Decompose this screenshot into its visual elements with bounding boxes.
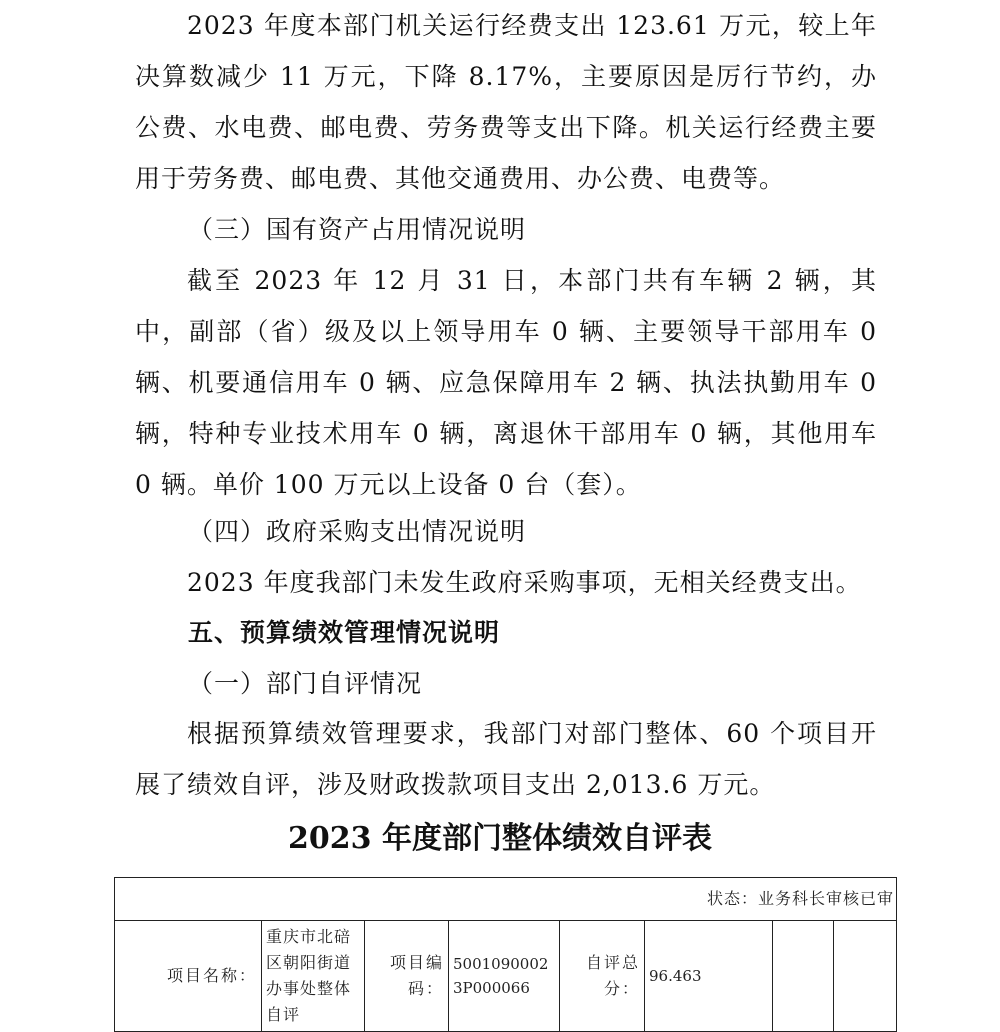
project-name-label: 项目名称： xyxy=(115,921,262,1032)
table-row-status xyxy=(115,878,897,921)
paragraph-procurement: 2023 年度我部门未发生政府采购事项，无相关经费支出。 xyxy=(187,568,862,597)
score-value: 96.463 xyxy=(645,921,773,1032)
heading-government-procurement: （四）政府采购支出情况说明 xyxy=(188,517,527,546)
heading-self-evaluation: （一）部门自评情况 xyxy=(188,669,423,698)
paragraph-operating-expenses: 2023 年度本部门机关运行经费支出 123.61 万元，较上年决算数减少 11 万元，下降 8.17%，主要原因是厉行节约，办公费、水电费、邮电费、劳务费等支出下降。机关运行经费主要用于劳务费、邮电费、其他交通费用、办公费、电费等。 xyxy=(135,11,877,193)
status-cell: 状态：业务科长审核已审 xyxy=(115,878,897,921)
score-label: 自评总分： xyxy=(560,921,645,1032)
evaluation-table-container xyxy=(114,877,896,1032)
empty-cell xyxy=(773,921,834,1032)
heading-performance-management: 五、预算绩效管理情况说明 xyxy=(188,618,501,647)
table-title: 2023 年度部门整体绩效自评表 xyxy=(288,821,712,856)
paragraph-vehicles: 截至 2023 年 12 月 31 日，本部门共有车辆 2 辆，其中，副部（省）级及以上领导用车 0 辆、主要领导干部用车 0 辆、机要通信用车 0 辆、应急保障用车 2 辆、执法执勤用车 0 辆，特种专业技术用车 0 辆，离退休干部用车 0 辆，其他用车 0 辆。单价 100 万元以上设备 0 台（套）。 xyxy=(135,266,877,499)
evaluation-table xyxy=(114,877,897,1032)
project-name-value: 重庆市北碚区朝阳街道办事处整体自评 xyxy=(262,921,365,1032)
empty-cell xyxy=(834,921,897,1032)
project-code-label: 项目编码： xyxy=(365,921,449,1032)
table-row-project xyxy=(115,921,897,1032)
heading-state-assets: （三）国有资产占用情况说明 xyxy=(188,215,527,244)
paragraph-self-evaluation: 根据预算绩效管理要求，我部门对部门整体、60 个项目开展了绩效自评，涉及财政拨款项目支出 2,013.6 万元。 xyxy=(135,719,877,799)
project-code-value: 50010900023P000066 xyxy=(449,921,560,1032)
